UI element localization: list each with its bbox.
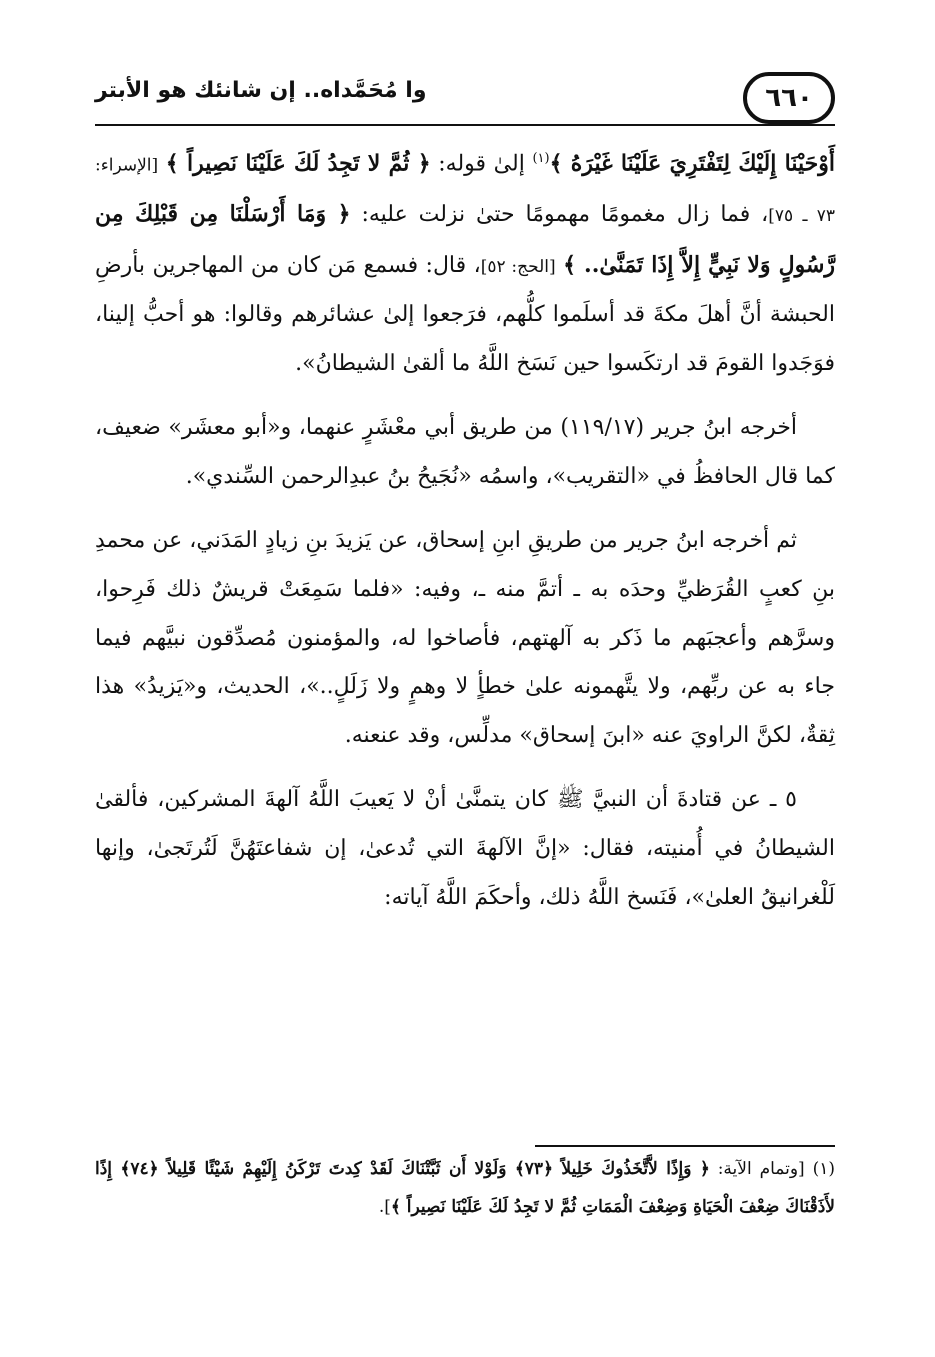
quran-verse-continuation: أَوْحَيْنَا إِلَيْكَ لِتَفْتَرِيَ عَلَيْنَا غَيْرَهُ ﴾ [549,150,835,177]
paragraph-1 [95,135,835,388]
footnote-divider [535,1145,835,1147]
text-span: ، فما زال مغمومًا مهمومًا حتىٰ نزلت عليه: [350,201,769,227]
main-text [95,135,835,922]
paragraph-3: ثم أخرجه ابنُ جرير من طريقِ ابنِ إسحاق، عن يَزيدَ بنِ زيادٍ المَدَني، عن محمدِ بنِ كعبٍ القُرَظيِّ وحدَه به ـ أتمَّ منه ـ، وفيه: «فلما سَمِعَتْ قريشٌ ذلك فَرِحوا، وسرَّهم وأعجبَهم ما ذَكر به آلهتهم، فأصاخوا له، والمؤمنون مُصدِّقون نبيَّهم فيما جاء به عن ربِّهم، ولا يتَّهمونه علىٰ خطأٍ لا وهمٍ ولا زَلَلٍ..»، الحديث، و«يَزيدُ» هذا ثِقةٌ، لكنَّ الراويَ عنه «ابنَ إسحاق» مدلِّس، وقد عنعنه. [95,528,835,748]
text-span: ، قال: فسمع مَن كان من المهاجرين بأرضِ الحبشة أنَّ أهلَ مكةَ قد أسلَموا كلُّهم، فرَجعوا إلىٰ عشائرهم وقالوا: هو أحبُّ إلينا، فوَجَدوا القومَ قد ارتكَسوا حين نَسَخ اللَّهُ ما ألقىٰ الشيطانُ». [95,252,835,376]
footnote-verse: ﴿ وَإِذًا لاَّتَّخَذُوكَ خَلِيلاً ﴿٧٣﴾ وَلَوْلا أَن ثَبَّتْنَاكَ لَقَدْ كِدتَ تَرْكَنُ إِلَيْهِمْ شَيْئًا قَلِيلاً ﴿٧٤﴾ إِذًا لأَذَقْنَاكَ ضِعْفَ الْحَيَاةِ وَضِعْفَ الْمَمَاتِ ثُمَّ لا تَجِدُ لَكَ عَلَيْنَا نَصِيراً ﴾ [95,1159,835,1217]
footnote [95,1150,835,1226]
quran-verse: ﴿ وَمَا أَرْسَلْنَا مِن قَبْلِكَ مِن رَّسُولٍ وَلا نَبِيٍّ إِلاَّ إِذَا تَمَنَّىٰ.. ﴾ [95,200,835,278]
footnote-1 [95,1150,835,1226]
text-space [158,151,166,176]
running-title: وا مُحَمَّداه.. إن شانئك هو الأبتر [95,78,427,103]
footnote-marker: (١) [532,151,550,166]
surah-reference: [الإسراء: ٧٣ ـ ٧٥] [95,155,835,226]
page-number: ٦٦٠ [765,83,813,113]
paragraph-2: أخرجه ابنُ جرير (١١٩/١٧) من طريق أبي معْشَرٍ عنهما، و«أبو معشَر» ضعيف، كما قال الحافظُ في «التقريب»، واسمُه «نُجَيحُ بنُ عبدِالرحمن السِّندي». [95,415,835,489]
text-span: إلىٰ قوله: [430,151,533,177]
header-divider [95,124,835,126]
quran-verse: ﴿ ثُمَّ لا تَجِدُ لَكَ عَلَيْنَا نَصِيراً ﴾ [165,150,431,177]
page-number-badge [743,72,835,124]
paragraph-4: ٥ ـ عن قتادةَ أن النبيَّ ﷺ كان يتمنَّىٰ أنْ لا يَعيبَ اللَّهُ آلهةَ المشركين، فألقىٰ الشيطانُ في أُمنيته، فقال: «إنَّ الآلهةَ التي تُدعىٰ، إن شفاعتَهُنَّ لَتُرتَجىٰ، وإنها لَلْغرانيقُ العلىٰ»، فَنَسخ اللَّهُ ذلك، وأحكَمَ اللَّهُ آياته: [95,787,835,910]
text-space [556,253,563,278]
page-header [95,68,835,128]
footnote-close: ]. [378,1197,391,1217]
surah-reference: [الحج: ٥٢] [480,256,556,277]
footnote-lead: (١) [وتمام الآية: [709,1159,835,1179]
